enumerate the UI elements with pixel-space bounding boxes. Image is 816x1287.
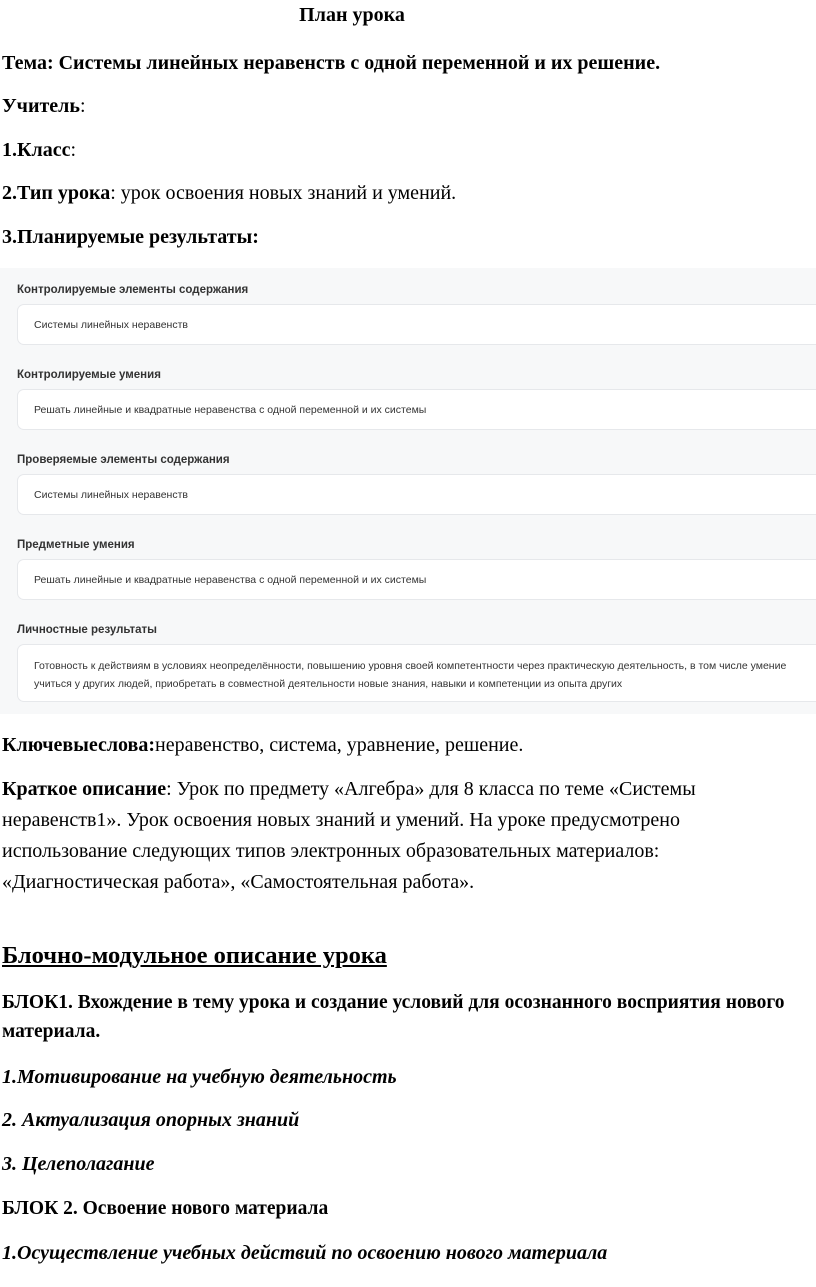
- block1-item-actualization: 2. Актуализация опорных знаний: [2, 1109, 300, 1131]
- planned-results-heading: 3.Планируемые результаты:: [2, 226, 259, 248]
- keywords-value: неравенство, система, уравнение, решение.: [155, 734, 524, 756]
- section-label-controlled-content: Контролируемые элементы содержания: [17, 284, 249, 296]
- section-value-personal-results: Готовность к действиям в условиях неопределённости, повышению уровня своей компетентности через практическую деятельность, в том числе умение учиться у других людей, приобретать в совместной деятельности новые знания, навыки и компетенции из опыта других: [17, 644, 816, 702]
- block-description-heading: Блочно-модульное описание урока: [2, 942, 387, 969]
- teacher-colon: :: [79, 95, 86, 117]
- block2-title: БЛОК 2. Освоение нового материала: [2, 1198, 329, 1219]
- section-value-checked-content: Системы линейных неравенств: [17, 474, 816, 515]
- description-value: : Урок по предмету «Алгебра» для 8 класса по теме «Системы неравенств1». Урок освоения новых знаний и умений. На уроке предусмотрено использование следующих типов электронных образовательных материалов: «Диагностическая работа», «Самостоятельная работа».: [2, 778, 696, 893]
- class-colon: :: [70, 139, 77, 161]
- short-description: [2, 774, 802, 898]
- section-label-controlled-skills: Контролируемые умения: [17, 369, 161, 381]
- planned-results-panel: [0, 268, 816, 714]
- block2-item-learning-actions: 1.Осуществление учебных действий по освоению нового материала: [2, 1242, 608, 1264]
- section-label-checked-content: Проверяемые элементы содержания: [17, 454, 230, 466]
- keywords-row: [2, 734, 523, 757]
- section-value-controlled-skills: Решать линейные и квадратные неравенства с одной переменной и их системы: [17, 389, 816, 430]
- section-label-personal-results: Личностные результаты: [17, 624, 157, 636]
- section-value-controlled-content: Системы линейных неравенств: [17, 304, 816, 345]
- block1-item-goal-setting: 3. Целеполагание: [2, 1153, 155, 1175]
- class-label: 1.Класс: [2, 139, 71, 161]
- block1-title: БЛОК1. Вхождение в тему урока и создание условий для осознанного восприятия нового материала.: [2, 992, 785, 1042]
- lesson-type-row: [2, 182, 456, 205]
- lesson-type-label: 2.Тип урока: [2, 182, 111, 204]
- page-title: План урока: [299, 4, 405, 26]
- lesson-type-value: : урок освоения новых знаний и умений.: [110, 182, 457, 204]
- lesson-topic: Тема: Системы линейных неравенств с одной переменной и их решение.: [2, 52, 661, 74]
- class-row: [2, 139, 76, 162]
- description-label: Краткое описание: [2, 778, 167, 800]
- teacher-row: [2, 95, 86, 118]
- keywords-label: Ключевыеслова:: [2, 734, 155, 756]
- block1-item-motivation: 1.Мотивирование на учебную деятельность: [2, 1066, 397, 1088]
- section-value-subject-skills: Решать линейные и квадратные неравенства с одной переменной и их системы: [17, 559, 816, 600]
- section-label-subject-skills: Предметные умения: [17, 539, 135, 551]
- teacher-label: Учитель: [2, 95, 80, 117]
